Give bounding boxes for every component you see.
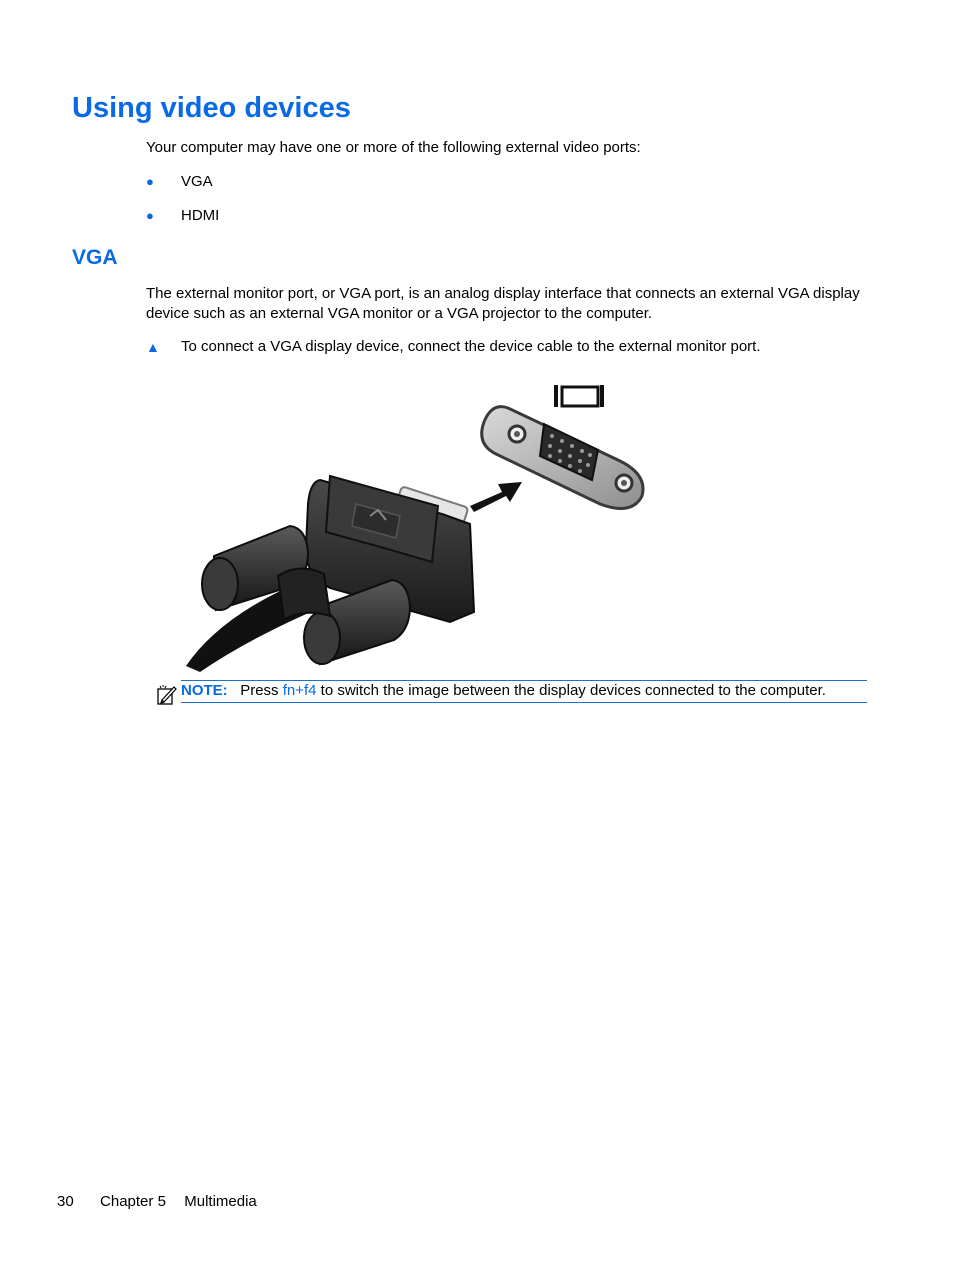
note-label: NOTE: <box>181 682 228 699</box>
page-title: Using video devices <box>72 92 351 124</box>
page-number: 30 <box>57 1193 74 1210</box>
external-monitor-icon <box>554 385 604 407</box>
vga-connection-illustration <box>180 376 670 676</box>
insert-arrow-icon <box>470 482 522 512</box>
vga-cable <box>186 476 474 672</box>
note-text: to switch the image between the display devices connected to the computer. <box>320 682 826 699</box>
note-pencil-icon <box>156 684 178 706</box>
step-text: To connect a VGA display device, connect the device cable to the external monitor port. <box>181 338 761 355</box>
vga-description: The external monitor port, or VGA port, is an analog display interface that connects an external VGA display device such as an external VGA monitor or a VGA projector to the computer. <box>146 285 860 322</box>
list-item-label: VGA <box>181 173 213 190</box>
section-heading-vga: VGA <box>72 246 118 269</box>
intro-paragraph: Your computer may have one or more of the following external video ports: <box>146 139 641 156</box>
bullet-icon: ● <box>146 208 154 223</box>
page-footer <box>57 1192 257 1212</box>
note-press-text: Press <box>240 682 279 699</box>
note-key-combo: fn+f4 <box>282 682 317 699</box>
bullet-icon: ● <box>146 174 154 189</box>
footer-chapter: Chapter 5 <box>100 1193 166 1210</box>
note-box <box>181 680 867 703</box>
triangle-step-icon: ▲ <box>146 339 160 355</box>
list-item-label: HDMI <box>181 207 220 224</box>
footer-chapter-title: Multimedia <box>184 1193 257 1210</box>
